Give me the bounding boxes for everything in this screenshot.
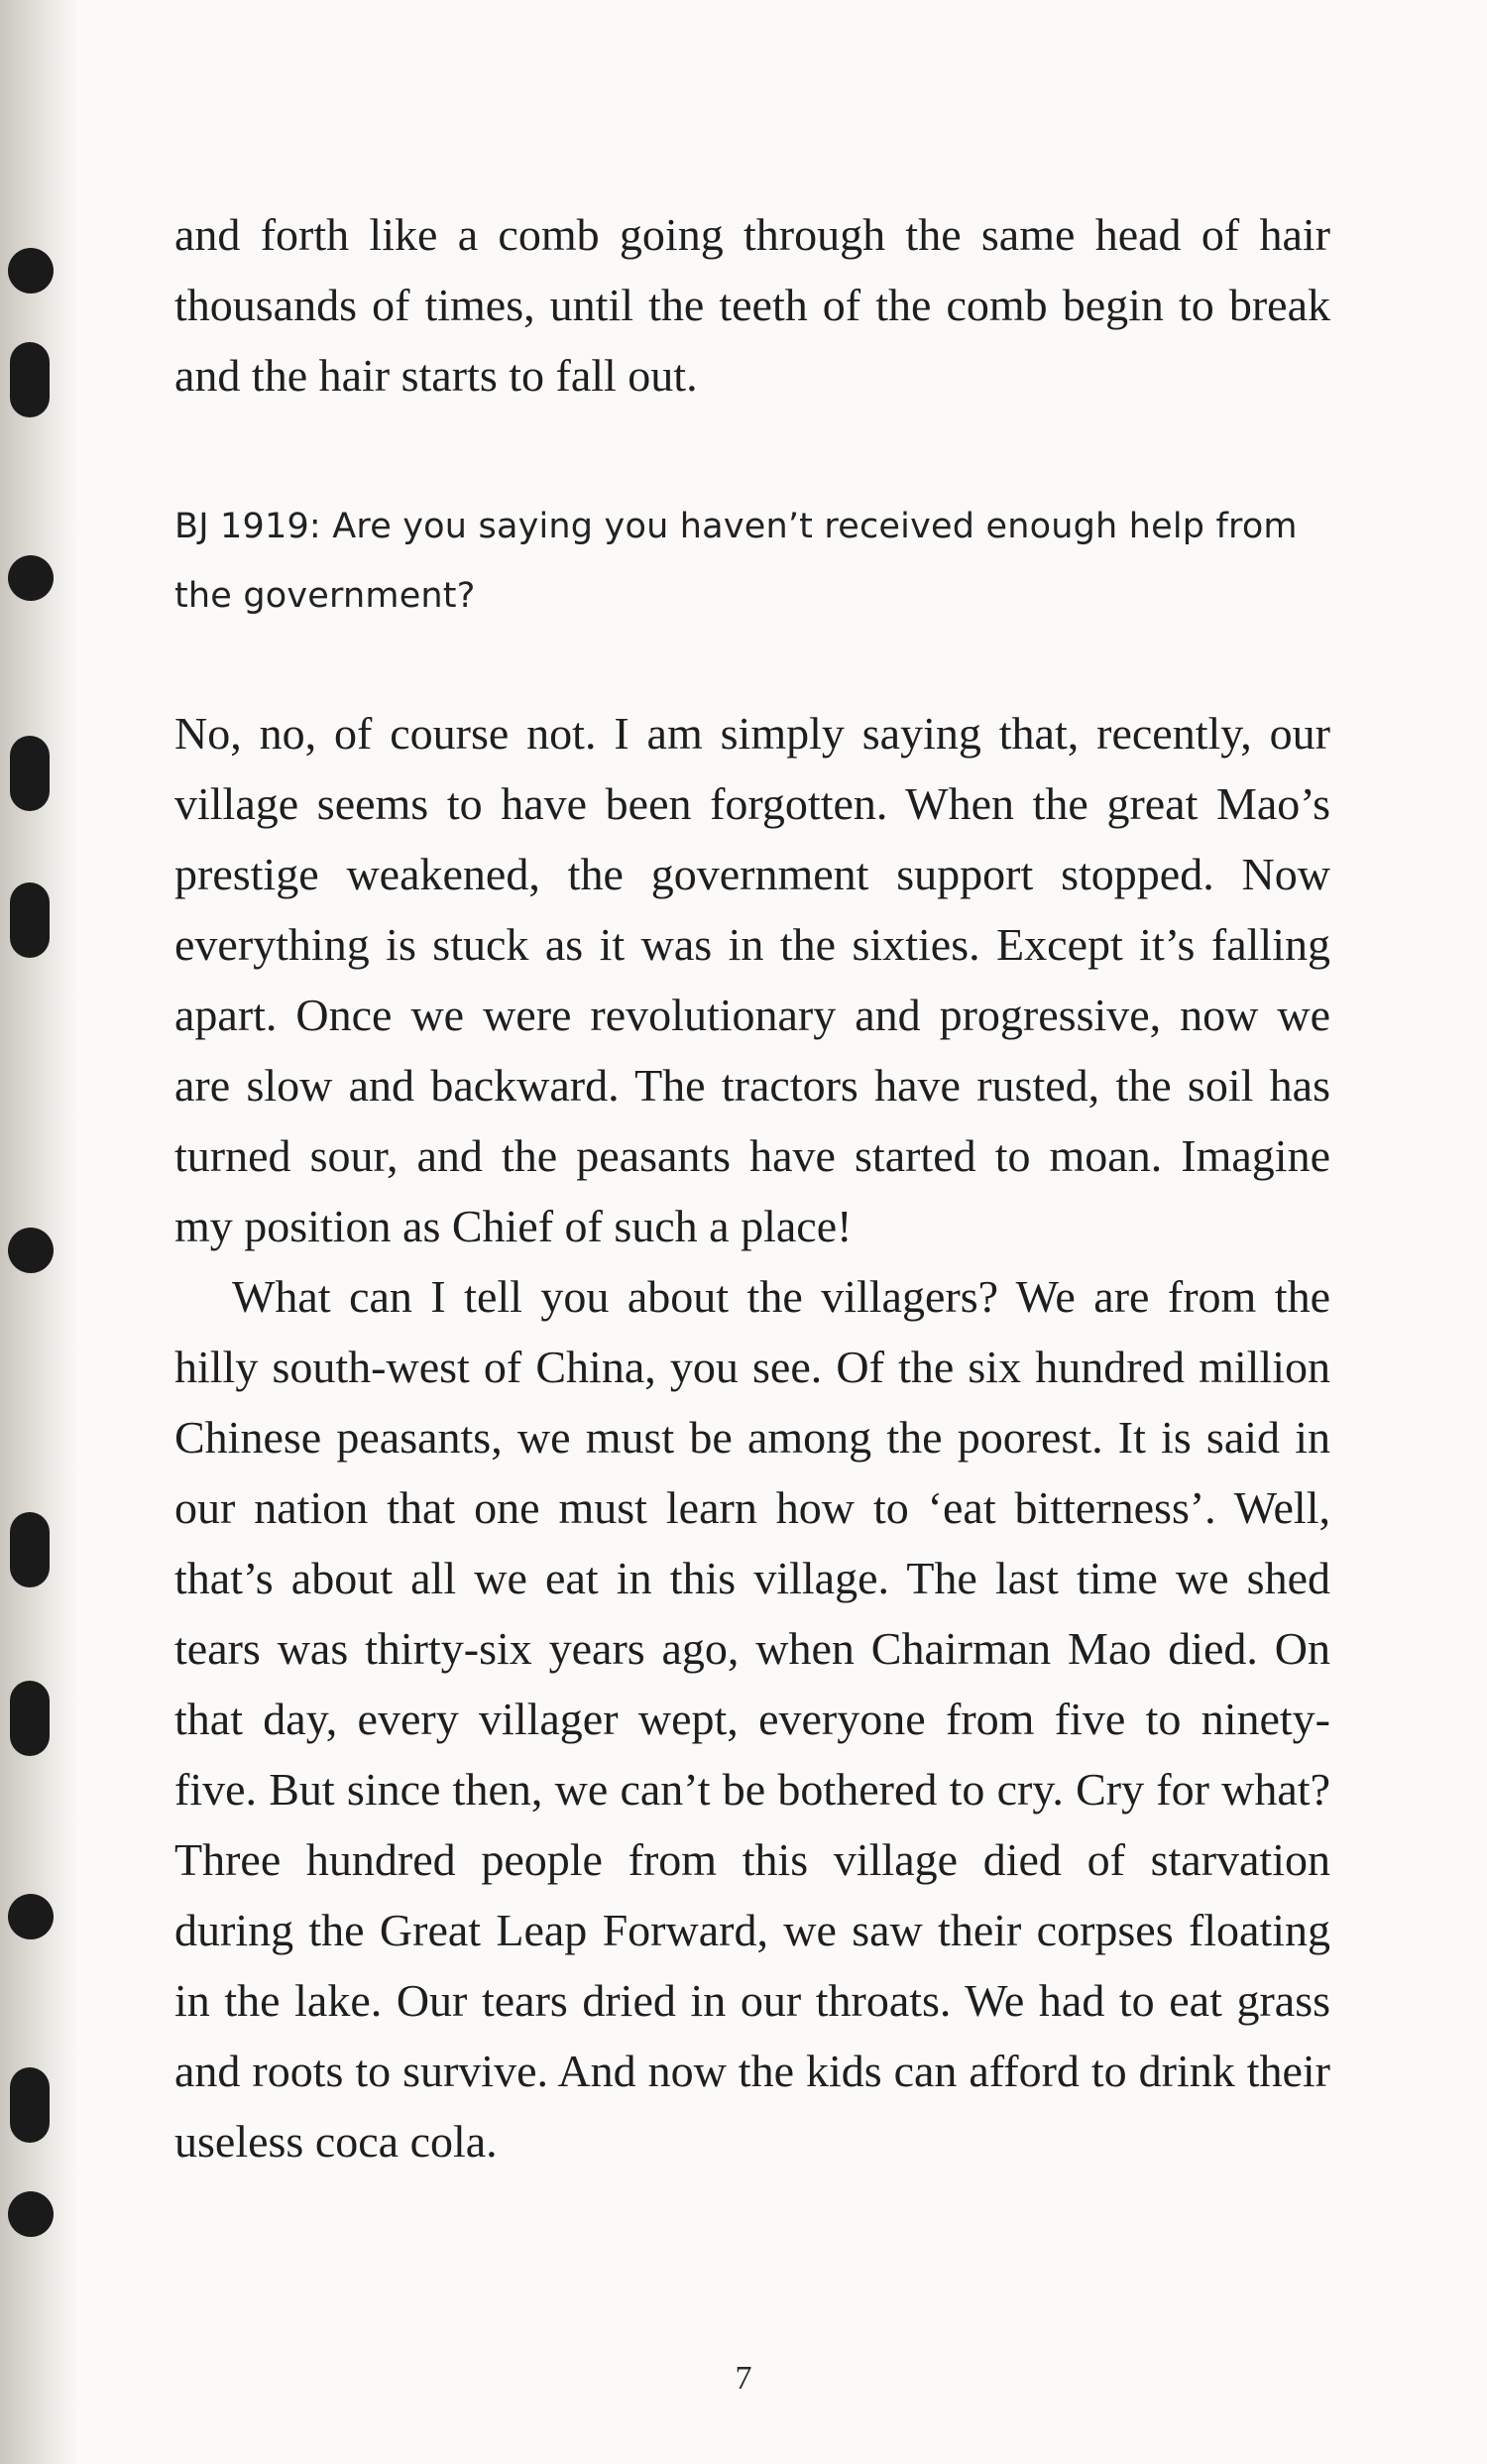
binder-slot bbox=[10, 1681, 50, 1756]
scanned-binding-edge bbox=[0, 0, 79, 2464]
binder-slot bbox=[10, 736, 50, 811]
binder-hole bbox=[8, 555, 54, 601]
binder-slot bbox=[10, 1512, 50, 1587]
answer-text-block bbox=[174, 698, 1330, 2176]
answer-paragraph-1: No, no, of course not. I am simply saying that, recently, our village seems to have been forgotten. When the great Mao’s prestige weakened, the government support stopped. Now everything is stuck as it was in the sixties. Except it’s falling apart. Once we were revolutionary and progressive, now we are slow and backward. The tractors have rusted, the soil has turned sour, and the peasants have started to moan. Imagine my position as Chief of such a place! bbox=[174, 708, 1330, 1251]
binder-hole bbox=[8, 1228, 54, 1273]
interviewer-question: BJ 1919: Are you saying you haven’t received enough help from the government? bbox=[174, 507, 1298, 616]
binder-hole bbox=[8, 1894, 54, 1939]
page-number: 7 bbox=[735, 2360, 752, 2397]
binder-hole bbox=[8, 248, 54, 293]
binder-slot bbox=[10, 342, 50, 417]
continued-paragraph: and forth like a comb going through the same head of hair thousands of times, until the teeth of the comb begin to break and the hair starts to fall out. bbox=[174, 209, 1330, 401]
binder-hole bbox=[8, 2191, 54, 2237]
answer-paragraph-2: What can I tell you about the villagers? We are from the hilly south-west of China, you see. Of the six hundred million Chinese peasants, we must be among the poorest. It is said in our nation that one must learn how to ‘eat bitterness’. Well, that’s about all we eat in this village. The last time we shed tears was thirty-six years ago, when Chairman Mao died. On that day, every villager wept, everyone from five to ninety-five. But since then, we can’t be bothered to cry. Cry for what? Three hundred people from this village died of starvation during the Great Leap Forward, we saw their corpses floating in the lake. Our tears dried in our throats. We had to eat grass and roots to survive. And now the kids can afford to drink their useless coca cola. bbox=[174, 1271, 1330, 2167]
binder-slot bbox=[10, 882, 50, 958]
continued-text-block bbox=[174, 199, 1330, 411]
binder-slot bbox=[10, 2067, 50, 2143]
